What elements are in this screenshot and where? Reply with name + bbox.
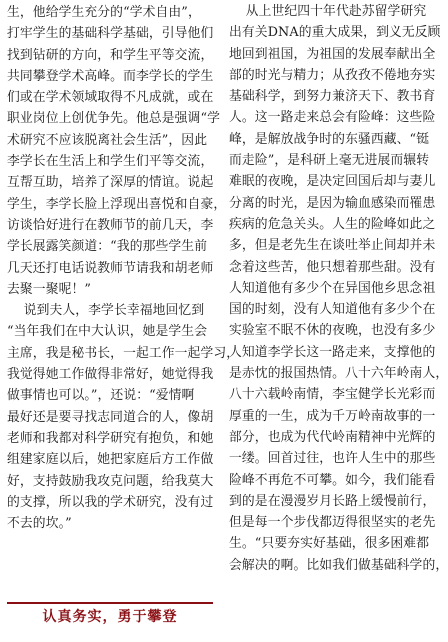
text-line: 一缕。回首过往，也许人生中的那些	[229, 451, 436, 467]
text-line: 会解决的啊。比如我们做基础科学的，	[229, 557, 448, 573]
text-line: 去聚一聚呢！”	[7, 281, 92, 297]
text-line: 八十六载岭南情，李宝健学长光彩而	[229, 387, 436, 403]
text-line: 共同攀登学术高峰。而李学长的学生	[7, 68, 214, 84]
text-line: 国的时刻，没有人知道他有多少个在	[229, 302, 436, 318]
text-line: 多，但是老先生在谈吐举止间却并未	[229, 238, 436, 254]
text-line: 我觉得她工作做得非常好，她觉得我	[7, 367, 214, 383]
text-line: 学生，李学长脸上浮现出喜悦和自豪，	[7, 196, 227, 212]
text-line: 从上世纪四十年代赴苏留学研究	[229, 4, 427, 19]
text-line: 而走险”，是科研上毫无进展而辗转	[229, 153, 430, 169]
text-line: 老师和我都对科学研究有抱负，和她	[7, 430, 214, 446]
section-heading-rule	[7, 602, 213, 604]
text-line: 险峰不再危不可攀。如今，我们能看	[229, 472, 436, 488]
text-line: 打牢学生的基础科学基础，引导他们	[7, 26, 214, 42]
text-line: 但是每一个步伐都迈得很坚实的老先	[229, 515, 436, 531]
left-text-column	[7, 0, 240, 534]
text-line: 职业岗位上创优争先。他总是强调“学	[7, 111, 220, 127]
text-line: 念着这些苦，他只想着那些甜。没有	[229, 259, 436, 275]
text-line: 厚重的一生，成为千万岭南故事的一	[229, 408, 436, 424]
text-line: 们或在学术领域取得不凡成就，或在	[7, 90, 214, 106]
text-line: 地回到祖国，为祖国的发展奉献出全	[229, 46, 436, 62]
text-line: “当年我们在中大认识，她是学生会	[7, 324, 208, 340]
text-line: 做事情也可以。”，还说：“爱情啊	[7, 388, 195, 404]
text-line: 实验室不眠不休的夜晚，也没有多少	[229, 323, 436, 339]
text-line: 峰，是解放战争时的东骚西藏、“铤	[229, 131, 430, 147]
text-line: 是赤忱的报国热情。八十六年岭南人，	[229, 366, 448, 382]
text-line: 出有关DNA的重大成果，到义无反顾	[229, 25, 441, 41]
text-line: 人。这一路走来总会有险峰：这些险	[229, 110, 436, 126]
text-line: 难眠的夜晚，是决定回国后却与妻儿	[229, 174, 436, 190]
text-line: 分离的时光，是因为输血感染而罹患	[229, 195, 436, 211]
section-heading: 认真务实，勇于攀登	[42, 609, 178, 625]
text-line: 找到钻研的方向，和学生平等交流，	[7, 47, 214, 63]
text-line: 最好还是要寻找志同道合的人，像胡	[7, 409, 214, 425]
text-line: 主席，我是秘书长，一起工作一起学习，	[7, 345, 240, 361]
text-line: 生。“只要夯实好基础，很多困难都	[229, 536, 430, 552]
text-line: 基础科学，到努力兼济天下、教书育	[229, 89, 436, 105]
text-line: 人知道李学长这一路走来，支撑他的	[229, 344, 436, 360]
right-text-column	[229, 0, 448, 576]
text-line: 到的是在漫漫岁月长路上缓慢前行，	[229, 493, 436, 509]
text-line: 人知道他有多少个在异国他乡思念祖	[229, 280, 436, 296]
text-line: 组建家庭以后，她把家庭后方工作做	[7, 452, 214, 468]
text-line: 李学长在生活上和学生们平等交流，	[7, 154, 214, 170]
text-line: 好，支持鼓励我攻克问题，给我莫大	[7, 473, 214, 489]
text-line: 几天还打电话说教师节请我和胡老师	[7, 260, 214, 276]
section-heading-block	[7, 602, 213, 627]
text-line: 疾病的危急关头。人生的险峰如此之	[229, 216, 436, 232]
text-line: 说到夫人，李学长幸福地回忆到	[7, 303, 205, 319]
text-line: 访谈恰好进行在教师节的前几天，李	[7, 217, 214, 233]
text-line: 的支撑，所以我的学术研究，没有过	[7, 494, 214, 510]
text-line: 部分，也成为代代岭南精神中光辉的	[229, 429, 436, 445]
text-line: 术研究不应该脱离社会生活”，因此	[7, 132, 208, 148]
text-line: 学长展露笑颜道：“我的那些学生前	[7, 239, 208, 255]
text-line: 互帮互助，培养了深厚的情谊。说起	[7, 175, 214, 191]
text-line: 不去的坎。”	[7, 516, 72, 532]
text-line: 部的时光与精力；从孜孜不倦地夯实	[229, 67, 436, 83]
text-line: 生，他给学生充分的“学术自由”，	[7, 5, 201, 20]
